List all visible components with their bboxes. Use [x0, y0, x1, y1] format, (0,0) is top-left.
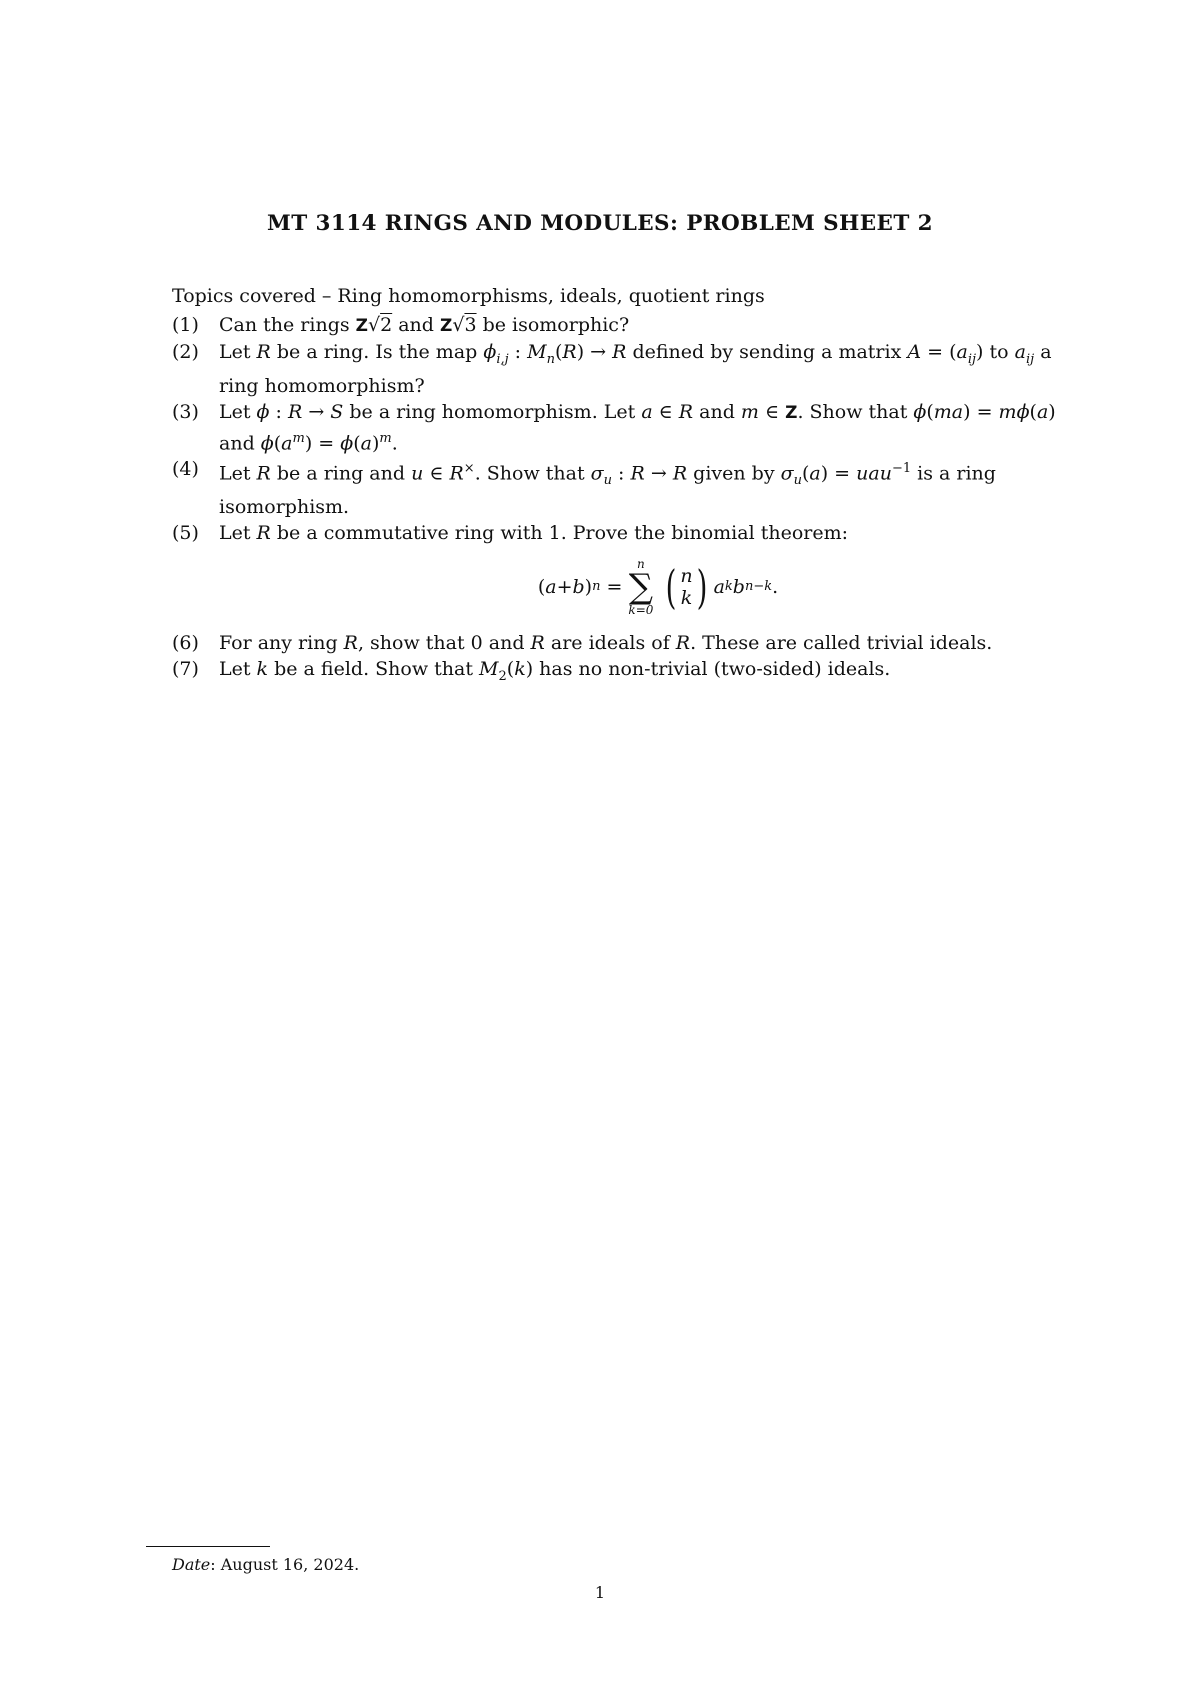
- problem-text: Let k be a field. Show that $M_2(k)$ has no non-trivial (two-sided) ideals.: [219, 658, 891, 685]
- page-number: 1: [594, 1583, 606, 1602]
- problem-4: [172, 456, 1057, 520]
- problem-number: (3): [172, 400, 199, 423]
- summation-symbol: n ∑ k=0: [628, 557, 654, 618]
- binomial-theorem-equation: ( a + b ) n = n ∑ k=0 ( n k ) a k b n−k .: [537, 557, 779, 618]
- problem-5: [172, 520, 1057, 630]
- page-title: MT 3114 RINGS AND MODULES: PROBLEM SHEET 2: [267, 211, 933, 236]
- footnote-text: : August 16, 2024.: [210, 1555, 360, 1574]
- binomial-coefficient: ( n k ): [665, 560, 707, 615]
- footnote: [172, 1555, 359, 1574]
- topics-line: Topics covered – Ring homomorphisms, ideals, quotient rings: [172, 285, 765, 307]
- problem-number: (2): [172, 341, 199, 363]
- problem-number: (6): [172, 632, 199, 655]
- problem-text: Let R be a ring. Is the map $\phi_{i,j}$ : $M_n(R) \to R$ defined by sending a matrix $A = (a_{ij})$ to $a_{ij}$ a ring homomorphism?: [219, 341, 1052, 397]
- footnote-label: Date: [172, 1555, 211, 1574]
- problem-2: [172, 339, 1057, 399]
- problem-list: [172, 312, 1057, 690]
- problem-text: Let R be a ring and u ∈ R×. Show that $\sigma_u$ : R → R given by $\sigma_u(a) = uau^{-1}$ is a ring isomorphism.: [219, 461, 996, 519]
- problem-text: Let R be a commutative ring with 1. Prove the binomial theorem: ( a + b ) n = n ∑ k=0 ( n k ) a k b n−k .: [219, 520, 1057, 630]
- problem-6: [172, 630, 1057, 656]
- problem-1: [172, 312, 1057, 339]
- problem-number: (1): [172, 314, 199, 336]
- footnote-rule: [146, 1546, 270, 1547]
- problem-7: [172, 656, 1057, 690]
- problem-number: (7): [172, 658, 199, 681]
- problem-text: Can the rings Z√2 and Z√3 be isomorphic?: [219, 314, 630, 336]
- problem-number: (4): [172, 458, 199, 481]
- problem-text: For any ring R, show that 0 and R are ideals of R. These are called trivial ideals.: [219, 632, 993, 655]
- problem-text: Let ϕ : R → S be a ring homomorphism. Let a ∈ R and m ∈ Z. Show that ϕ(ma) = mϕ(a) and $\phi(a^m) = \phi(a)^m$.: [219, 400, 1056, 455]
- problem-3: [172, 399, 1057, 456]
- problem-number: (5): [172, 522, 199, 545]
